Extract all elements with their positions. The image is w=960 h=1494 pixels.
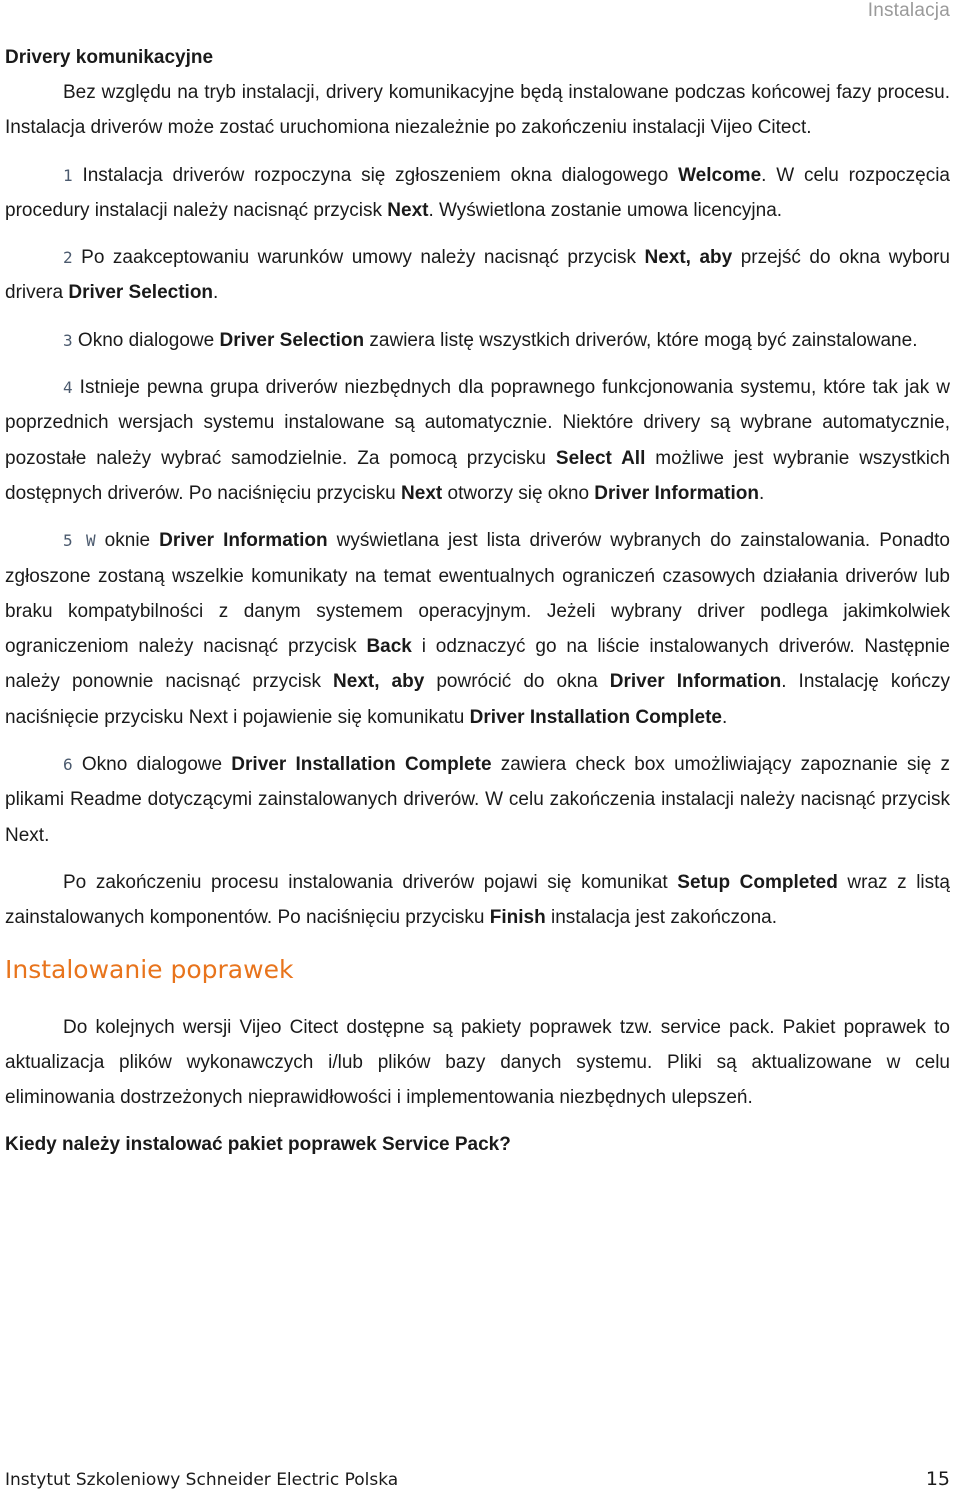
step-number: 5 W	[63, 531, 96, 551]
paragraph-step-5: 5 W oknie Driver Information wyświetlana jest lista driverów wybranych do zainstalowania. Ponadto zgłoszone zostaną wszelkie komunikaty na temat ewentualnych ograniczeń czasowych działania driverów lub braku kompatybilności z danym systemem operacyjnym. Jeżeli wybrany driver podlega jakimkolwiek ograniczeniom należy nacisnąć przycisk Back i odznaczyć go na liście instalowanych driverów. Następnie należy ponownie nacisnąć przycisk Next, aby powrócić do okna Driver Information. Instalację kończy naciśnięcie przycisku Next i pojawienie się komunikatu Driver Installation Complete.	[5, 530, 950, 728]
paragraph-intro: Bez względu na tryb instalacji, drivery komunikacyjne będą instalowane podczas końcowej fazy procesu. Instalacja driverów może zostać uruchomiona niezależnie po zakończeniu instalacji Vijeo Citect.	[5, 82, 950, 139]
step-number: 1	[63, 165, 73, 185]
step-number: 4	[63, 378, 73, 398]
section-title-service-packs: Instalowanie poprawek	[5, 954, 294, 984]
subheading-when-install: Kiedy należy instalować pakiet poprawek Service Pack?	[5, 1134, 511, 1156]
step-number: 3	[63, 330, 73, 350]
paragraph-step-2: 2 Po zaakceptowaniu warunków umowy należy nacisnąć przycisk Next, aby przejść do okna wyboru drivera Driver Selection.	[5, 247, 950, 304]
step-number: 2	[63, 248, 73, 268]
page-number: 15	[925, 1468, 950, 1490]
paragraph-step-4: 4 Istnieje pewna grupa driverów niezbędnych dla poprawnego funkcjonowania systemu, które tak jak w poprzednich wersjach systemu instalowane są automatycznie. Niektóre drivery są wybrane automatycznie, pozostałe należy wybrać samodzielnie. Za pomocą przycisku Select All możliwe jest wybranie wszystkich dostępnych driverów. Po naciśnięciu przycisku Next otworzy się okno Driver Information.	[5, 377, 950, 504]
section-title-communication-drivers: Drivery komunikacyjne	[5, 47, 214, 68]
document-body	[5, 40, 950, 1162]
running-header: Instalacja	[867, 0, 950, 21]
paragraph-setup-completed: Po zakończeniu procesu instalowania driverów pojawi się komunikat Setup Completed wraz z listą zainstalowanych komponentów. Po naciśnięciu przycisku Finish instalacja jest zakończona.	[5, 871, 950, 929]
paragraph-step-3: 3 Okno dialogowe Driver Selection zawiera listę wszystkich driverów, które mogą być zainstalowane.	[63, 329, 918, 351]
paragraph-step-1: 1 Instalacja driverów rozpoczyna się zgłoszeniem okna dialogowego Welcome. W celu rozpoczęcia procedury instalacji należy nacisnąć przycisk Next. Wyświetlona zostanie umowa licencyjna.	[5, 164, 950, 221]
paragraph-service-pack-intro: Do kolejnych wersji Vijeo Citect dostępne są pakiety poprawek tzw. service pack. Pakiet poprawek to aktualizacja plików wykonawczych i/lub plików bazy danych systemu. Pliki są aktualizowane w celu eliminowania dostrzeżonych nieprawidłowości i implementowania niezbędnych ulepszeń.	[5, 1016, 950, 1109]
paragraph-step-6: 6 Okno dialogowe Driver Installation Complete zawiera check box umożliwiający zapoznanie się z plikami Readme dotyczącymi zainstalowanych driverów. W celu zakończenia instalacji należy nacisnąć przycisk Next.	[5, 754, 950, 846]
footer-organization: Instytut Szkoleniowy Schneider Electric Polska	[5, 1470, 399, 1490]
step-number: 6	[63, 755, 73, 775]
